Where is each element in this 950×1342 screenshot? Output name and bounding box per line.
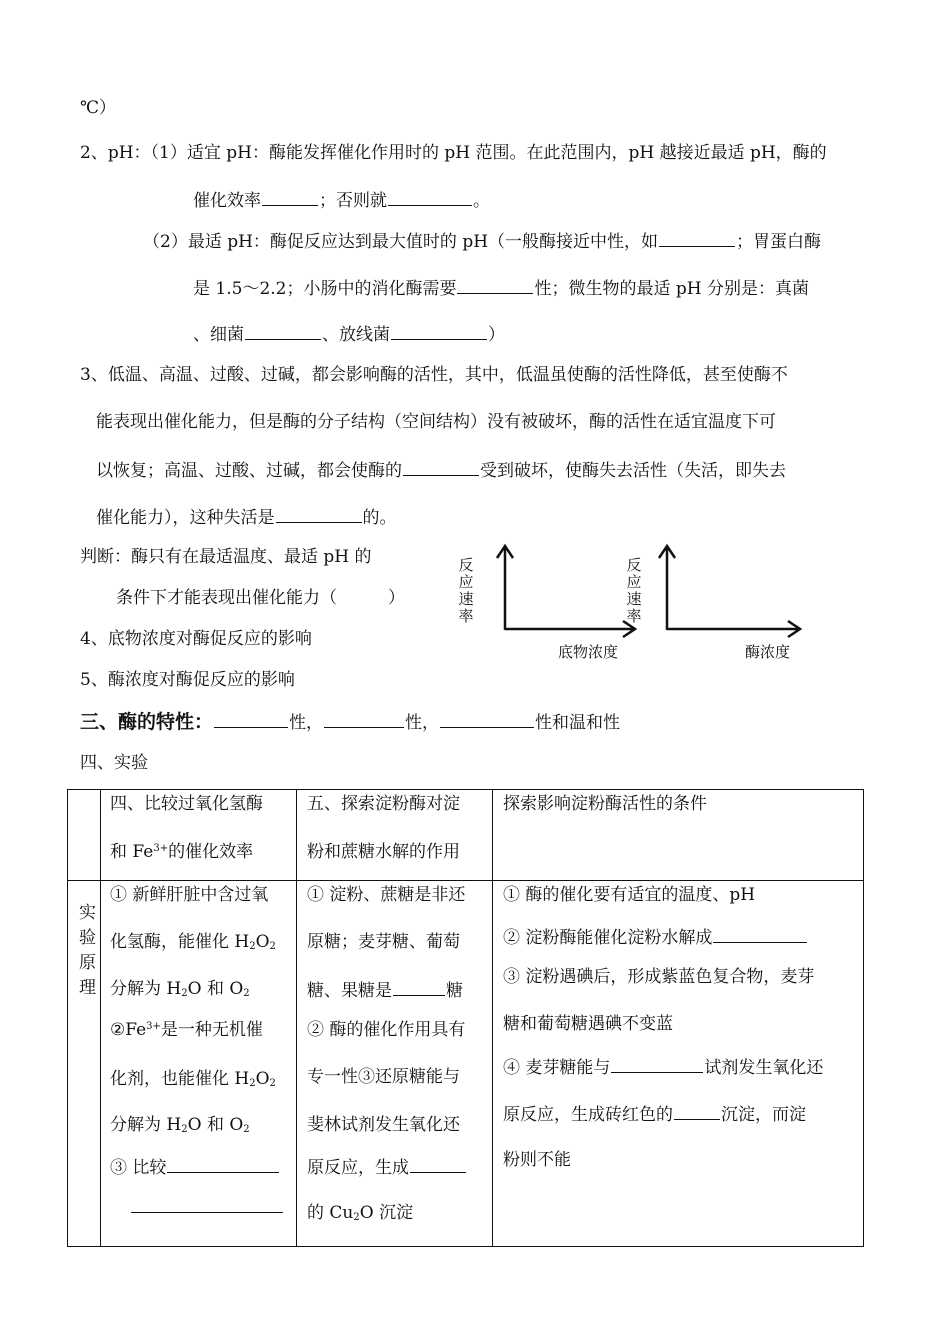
blank-compare-cont[interactable] xyxy=(131,1195,283,1213)
item-substrate-concentration: 4、底物浓度对酶促反应的影响 xyxy=(80,629,312,649)
text-line-ph-2: （2）最适 pH：酶促反应达到最大值时的 pH（一般酶接近中性，如 ；胃蛋白酶 xyxy=(143,229,821,253)
text-line-ph-2c: 、细菌 、放线菌 ） xyxy=(193,322,505,346)
judge-line-1: 判断：酶只有在最适温度、最适 pH 的 xyxy=(80,547,372,567)
blank-brick-red[interactable] xyxy=(674,1102,720,1120)
graph-substrate-xlabel: 底物浓度 xyxy=(558,643,619,661)
graph-substrate-ylabel: 反 应 速 率 xyxy=(458,556,474,625)
text-line-ph-1: 2、pH：（1）适宜 pH：酶能发挥催化作用时的 pH 范围。在此范围内，pH 越接近最适 pH，酶的 xyxy=(80,143,827,163)
blank-compare[interactable] xyxy=(167,1155,279,1173)
blank-bacteria-ph[interactable] xyxy=(245,322,321,340)
blank-structure[interactable] xyxy=(403,458,479,476)
text-line-3c: 以恢复；高温、过酸、过碱，都会使酶的 受到破坏，使酶失去活性（失活，即失去 xyxy=(96,458,786,482)
graph-substrate-axes xyxy=(490,540,640,640)
graph-enzyme-xlabel: 酶浓度 xyxy=(745,643,791,661)
blank-hydrolysis-product[interactable] xyxy=(713,925,807,943)
text-line-3a: 3、低温、高温、过酸、过碱，都会影响酶的活性，其中，低温虽使酶的活性降低，甚至使酶不 xyxy=(80,365,788,385)
row-label-principle: 实 验 原 理 xyxy=(79,903,96,998)
blank-efficiency[interactable] xyxy=(262,188,318,206)
blank-otherwise[interactable] xyxy=(388,188,472,206)
blank-precipitate-color[interactable] xyxy=(410,1155,466,1173)
blank-reducing-sugar[interactable] xyxy=(393,978,445,996)
graph-enzyme-ylabel: 反 应 速 率 xyxy=(626,556,642,625)
blank-intestine-ph[interactable] xyxy=(457,276,533,294)
experiment-table: 四、比较过氧化氢酶 和 $Fe^{3+}$的催化效率 五、探索淀粉酶对淀 粉和蔗糖水解的作用 探索影响淀粉酶活性的条件 实 验 原 理 ① 新鲜肝脏中含过氧 化氢酶，能催化 $H_2O_2$ 分解为 $H_2O$ 和 $O_2$ $②Fe^{3+}$是一种无机催 化剂，也能催化 $H_2O_2$ 分解为 $H_2O$ 和 $O_2$ ③ 比较 ① 淀粉、蔗糖是非还 原糖；麦芽糖、葡萄 糖、果糖是 糖 ② 酶的催化作用具有 专一性③还原糖能与 斐林试剂发生氧化还 原反应，生成 的 $Cu_2O$ 沉淀 ① 酶的催化要有适宜的温度、pH ② 淀粉酶能催化淀粉水解成 ③ 淀粉遇碘后，形成紫蓝色复合物，麦芽 糖和葡萄糖遇碘不变蓝 ④ 麦芽糖能与 试剂发生氧化还 原反应，生成砖红色的 沉淀，而淀 粉则不能 xyxy=(67,789,864,1247)
blank-reagent[interactable] xyxy=(611,1055,703,1073)
blank-irreversible[interactable] xyxy=(276,505,362,523)
section-enzyme-properties: 三、酶的特性： 性， 性， 性和温和性 xyxy=(80,711,621,733)
blank-property-1[interactable] xyxy=(214,710,288,728)
blank-example-enzyme[interactable] xyxy=(659,229,735,247)
section-experiment-title: 四、实验 xyxy=(80,753,148,773)
blank-property-3[interactable] xyxy=(440,710,534,728)
text-line-ph-1b: 催化效率 ；否则就 。 xyxy=(193,188,490,212)
item-enzyme-concentration: 5、酶浓度对酶促反应的影响 xyxy=(80,670,295,690)
blank-actinomycetes-ph[interactable] xyxy=(391,322,487,340)
text-line-3b: 能表现出催化能力，但是酶的分子结构（空间结构）没有被破坏，酶的活性在适宜温度下可 xyxy=(96,412,776,432)
graph-enzyme-axes xyxy=(652,540,807,640)
text-line-ph-2b: 是 1.5～2.2；小肠中的消化酶需要 性；微生物的最适 pH 分别是：真菌 xyxy=(193,276,809,300)
text-line-temp-unit: ℃） xyxy=(80,98,117,118)
text-line-3d: 催化能力），这种失活是 的。 xyxy=(96,505,397,529)
blank-property-2[interactable] xyxy=(324,710,404,728)
judge-line-2: 条件下才能表现出催化能力（ ） xyxy=(116,588,405,608)
